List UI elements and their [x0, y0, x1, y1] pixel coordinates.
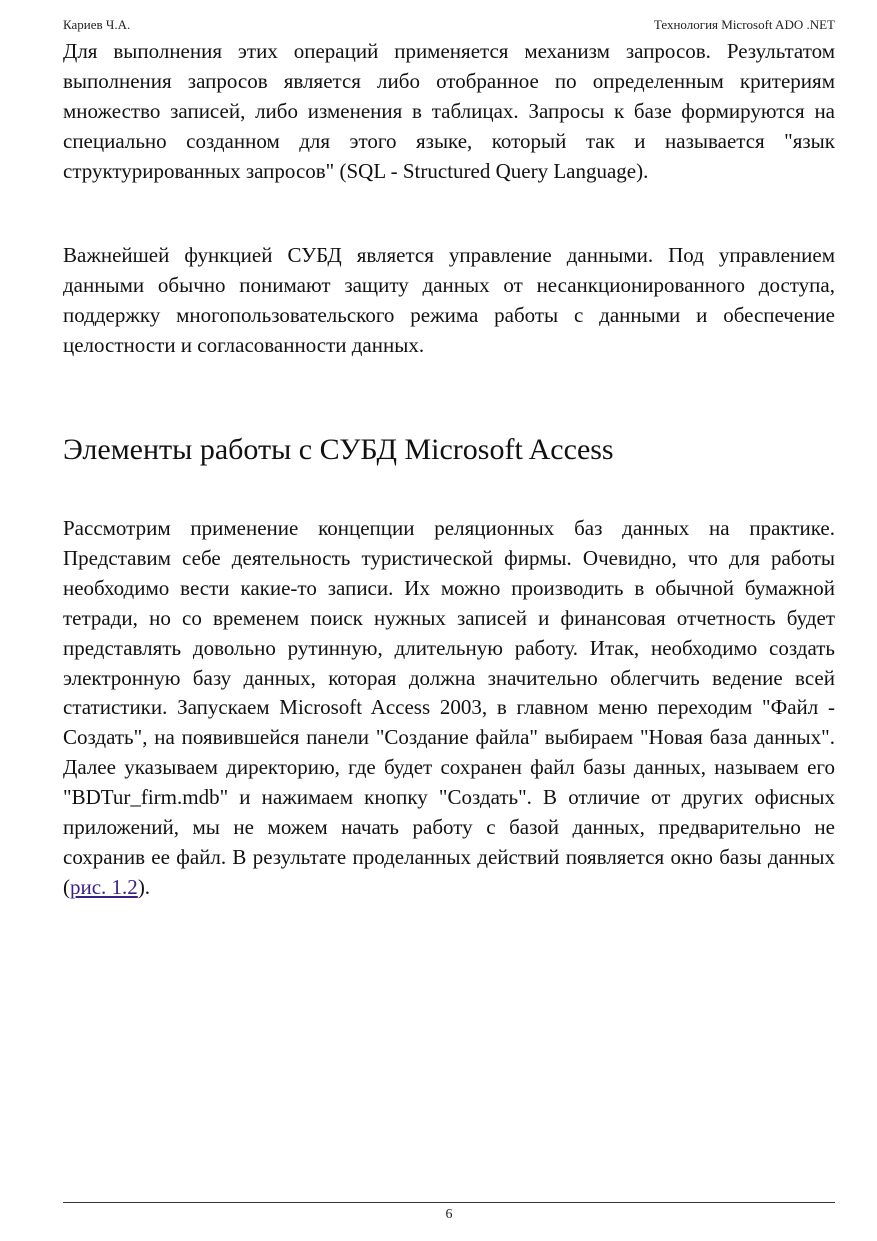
header-book-title: Технология Microsoft ADO .NET	[653, 17, 835, 32]
paragraph-data-management: Важнейшей функцией СУБД является управление данными. Под управлением данными обычно понимают защиту данных от несанкционированного доступа, поддержку многопользовательского режима работы с данными и обеспечение целостности и согласованности данных.	[63, 243, 835, 357]
figure-reference-link[interactable]: рис. 1.2	[70, 874, 138, 899]
header-author: Кариев Ч.А.	[63, 17, 131, 32]
section-heading: Элементы работы с СУБД Microsoft Access	[63, 433, 614, 466]
document-page	[63, 0, 835, 1241]
running-header	[63, 15, 835, 35]
footer-divider	[63, 1202, 835, 1203]
paragraph-access-practice-text: Рассмотрим применение концепции реляционных баз данных на практике. Представим себе деятельность туристической фирмы. Очевидно, что для работы необходимо вести какие-то записи. Их можно производить в обычной бумажной тетради, но со временем поиск нужных записей и финансовая отчетность будет представлять довольно рутинную, длительную работу. Итак, необходимо создать электронную базу данных, которая должна значительно облегчить ведение всей статистики. Запускаем Microsoft Access 2003, в главном меню переходим "Файл - Создать", на появившейся панели "Создание файла" выбираем "Новая база данных". Далее указываем директорию, где будет сохранен файл базы данных, называем его "BDTur_firm.mdb" и нажимаем кнопку "Создать". В отличие от других офисных приложений, мы не можем начать работу с базой данных, предварительно не сохранив ее файл. В результате проделанных действий появляется окно базы данных (	[63, 516, 835, 899]
paragraph-access-practice-end: ).	[137, 874, 151, 899]
paragraph-access-practice	[63, 514, 835, 903]
page-number: 6	[445, 1207, 453, 1222]
paragraph-sql-queries: Для выполнения этих операций применяется механизм запросов. Результатом выполнения запросов является либо отобранное по определенным критериям множество записей, либо изменения в таблицах. Запросы к базе формируются на специально созданном для этого языке, который так и называется "язык структурированных запросов" (SQL - Structured Query Language).	[63, 39, 835, 183]
